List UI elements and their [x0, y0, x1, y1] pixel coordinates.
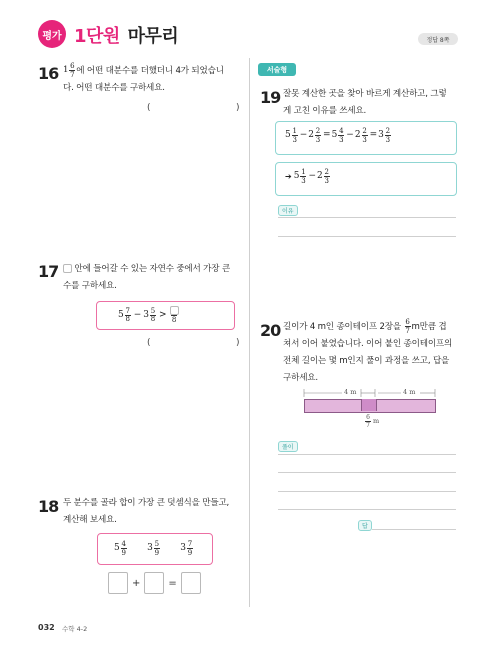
answer-paren-open: ( — [147, 103, 151, 113]
page-number: 032 — [38, 623, 55, 632]
unit-sublabel: 마무리 — [127, 26, 179, 47]
descriptive-tag: 서술형 — [258, 63, 296, 76]
answer-line[interactable] — [278, 509, 456, 510]
problem-18-text: 두 분수를 골라 합이 가장 큰 덧셈식을 만들고, 계산해 보세요. — [63, 498, 230, 525]
unit-label: 1단원 — [74, 26, 120, 47]
tape-left-length: 4 m — [344, 388, 357, 396]
answer-paren-close: ) — [236, 338, 240, 348]
problem-19-number: 19 — [260, 88, 281, 107]
page-title — [74, 22, 178, 48]
fraction-card[interactable]: 5 $\frac{4}{9}$ — [114, 540, 126, 557]
answer-paren-close: ) — [236, 103, 240, 113]
reason-tag: 이유 — [278, 205, 298, 216]
answer-line[interactable] — [278, 236, 456, 237]
answer-line[interactable] — [278, 454, 456, 455]
tape-overlap — [361, 399, 377, 411]
problem-16-text: 1 $\frac{6}{7}$ 에 어떤 대분수를 더했더니 4가 되었습니 다. 어떤 대분수를 구하세요. — [63, 62, 224, 93]
solution-tag: 풀이 — [278, 441, 298, 452]
answer-box[interactable] — [108, 572, 128, 594]
correct-calculation: ➔ 5 $\frac{1}{3}$ − 2 $\frac{2}{3}$ — [285, 168, 329, 185]
tape-right-length: 4 m — [403, 388, 416, 396]
problem-17-number: 17 — [38, 262, 59, 281]
blank-box-icon — [170, 306, 179, 315]
answer-tag: 답 — [358, 520, 372, 531]
problem-20-number: 20 — [260, 321, 281, 340]
overlap-length: $\frac{6}{7}$ m — [366, 414, 380, 429]
answer-line[interactable] — [278, 472, 456, 473]
book-title: 수학 4-2 — [62, 625, 88, 633]
arrow-icon: ➔ — [285, 171, 292, 181]
inequality-expression: 5 $\frac{7}{8}$ − 3 $\frac{5}{8}$ > 8 — [118, 306, 180, 324]
column-divider — [249, 58, 250, 607]
answer-paren-open: ( — [147, 338, 151, 348]
fraction-card[interactable]: 3 $\frac{5}{9}$ — [147, 540, 160, 557]
problem-20-text: 길이가 4 m인 종이테이프 2장을 $\frac{6}{7}$ m만큼 겹 쳐서 이어 붙였습니다. 이어 붙인 종이테이프의 전체 길이는 몇 m인지 풀이 과정을 쓰고, 답을 구하세요. — [283, 318, 453, 383]
problem-18-number: 18 — [38, 497, 59, 516]
assessment-badge: 평가 — [38, 20, 66, 48]
answer-box[interactable] — [181, 572, 201, 594]
answer-page-ref: 정답 8쪽 — [418, 33, 458, 45]
answer-line[interactable] — [278, 217, 456, 218]
problem-17-text: 안에 들어갈 수 있는 자연수 중에서 가장 큰 수를 구하세요. — [63, 264, 230, 291]
tape-dimension-arrows — [300, 386, 445, 400]
wrong-calculation: 5 $\frac{1}{3}$ − 2 $\frac{2}{3}$ = 5 $\frac{4}{3}$ − 2 $\frac{2}{3}$ = 3 $\frac{2}{3}$ — [285, 127, 391, 144]
fraction-cards — [114, 540, 194, 557]
answer-box[interactable] — [144, 572, 164, 594]
mixed-number: 1 $\frac{6}{7}$ — [63, 62, 75, 79]
problem-16-number: 16 — [38, 64, 59, 83]
addition-equation: + = — [108, 572, 201, 594]
answer-line[interactable] — [278, 491, 456, 492]
final-answer-line[interactable] — [372, 529, 456, 530]
problem-19-text: 잘못 계산한 곳을 찾아 바르게 계산하고, 그렇 게 고친 이유를 쓰세요. — [283, 89, 447, 116]
blank-box-icon — [63, 264, 72, 273]
fraction-card[interactable]: 3 $\frac{7}{9}$ — [180, 540, 193, 557]
